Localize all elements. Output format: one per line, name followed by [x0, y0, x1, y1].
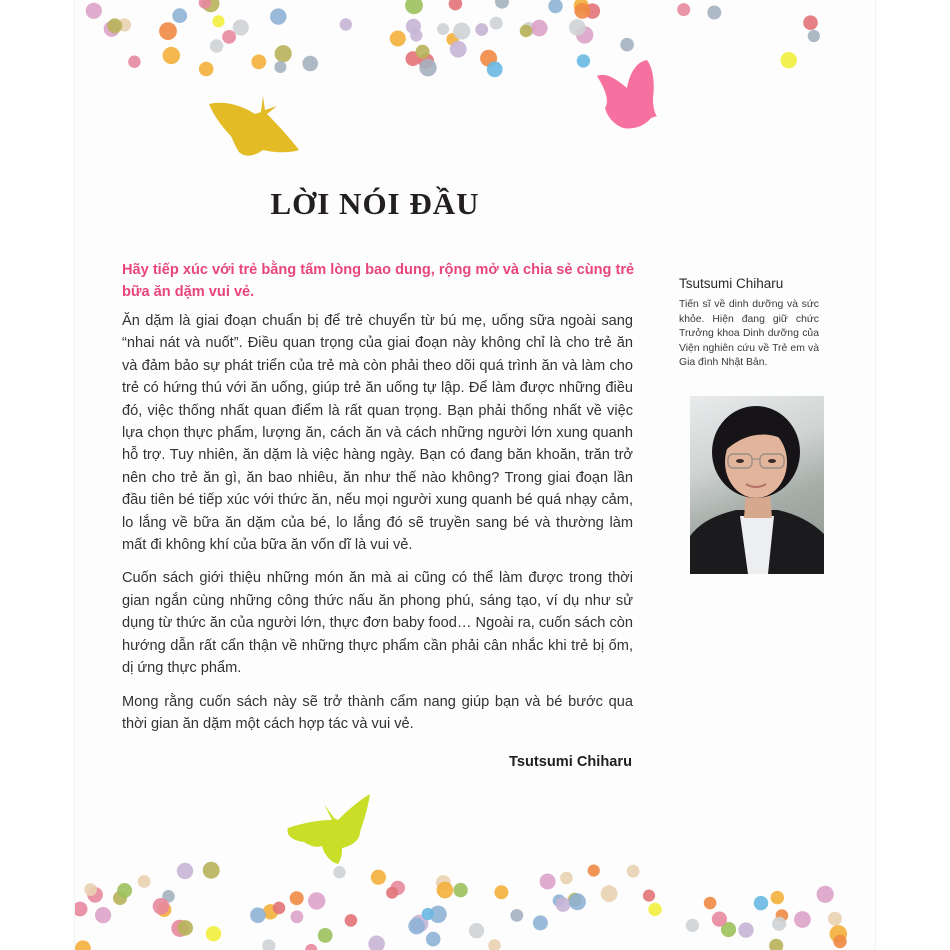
confetti-dot [233, 19, 249, 35]
confetti-dot [577, 54, 590, 67]
lime-butterfly-icon [280, 792, 375, 867]
confetti-dot [704, 897, 717, 910]
page-title: LỜI NÓI ĐẦU [270, 186, 480, 221]
lead-paragraph: Hãy tiếp xúc với trẻ bằng tấm lòng bao dung, rộng mở và chia sẻ cùng trẻ bữa ăn dặm vui vẻ. [122, 262, 635, 300]
confetti-dot [510, 909, 523, 922]
confetti-dot [574, 3, 590, 19]
confetti-dot [405, 0, 423, 14]
confetti-dot [686, 919, 699, 932]
body-paragraph: Mong rằng cuốn sách này sẽ trở thành cẩm nang giúp bạn và bé bước qua thời gian ăn dặm một cách hợp tác và vui vẻ. [122, 693, 633, 732]
confetti-dot [453, 883, 467, 897]
confetti-dot [450, 41, 467, 58]
confetti-dot [540, 874, 556, 890]
confetti-dot [273, 902, 286, 915]
confetti-dot [86, 3, 102, 19]
confetti-dot [199, 62, 214, 77]
confetti-dot [302, 56, 318, 72]
author-card [677, 276, 829, 371]
confetti-dot [172, 8, 187, 23]
confetti-dot [390, 31, 406, 47]
confetti-dot [643, 890, 655, 902]
confetti-dot [754, 896, 768, 910]
confetti-dot [318, 928, 333, 943]
confetti-dot [128, 56, 140, 68]
confetti-dot [601, 885, 618, 902]
book-page [75, 0, 875, 950]
confetti-dot [794, 911, 811, 928]
confetti-dot [437, 23, 449, 35]
confetti-dot [416, 45, 430, 59]
confetti-dot [262, 939, 275, 950]
confetti-dot [495, 0, 509, 9]
confetti-dot [250, 907, 266, 923]
confetti-dot [290, 891, 304, 905]
confetti-dot [419, 59, 436, 76]
pink-butterfly-icon [595, 58, 659, 132]
confetti-dot [494, 885, 508, 899]
confetti-dot [222, 30, 236, 44]
confetti-dot [107, 18, 122, 33]
portrait-illustration [690, 396, 824, 574]
confetti-dot [345, 914, 358, 927]
confetti-dot [808, 30, 820, 42]
confetti-dot [772, 917, 786, 931]
confetti-dot [817, 886, 834, 903]
confetti-dot [210, 39, 223, 52]
confetti-dot [677, 3, 690, 16]
confetti-dot [620, 38, 634, 52]
confetti-dot [588, 865, 600, 877]
yellow-butterfly-icon [205, 92, 305, 162]
confetti-dot [138, 875, 151, 888]
confetti-dot [75, 940, 91, 950]
body-text [122, 310, 633, 746]
confetti-dot [488, 939, 501, 950]
confetti-dot [274, 61, 286, 73]
confetti-dot [291, 910, 304, 923]
confetti-dot [163, 47, 180, 64]
confetti-dot [340, 18, 352, 30]
confetti-dot [177, 863, 193, 879]
confetti-dot [828, 912, 842, 926]
author-name: Tsutsumi Chiharu [679, 276, 784, 291]
confetti-dot [408, 918, 425, 935]
body-paragraph: Cuốn sách giới thiệu những món ăn mà ai cũng có thể làm được trong thời gian ngắn cùng những công thức nấu ăn phong phú, sáng tạo, ví dụ như sử dụng từ thức ăn của người lớn, thực đơn baby food… Ngoài ra, cuốn sách còn hướng dẫn rất cẩn thận về những thực phẩm cần phải cân nhắc khi trẻ bị ốm, dị ứng thực phẩm. [122, 570, 633, 677]
confetti-dot [75, 902, 88, 917]
confetti-dot [648, 903, 661, 916]
confetti-dot [275, 45, 292, 62]
body-paragraph: Ăn dặm là giai đoạn chuẩn bị để trẻ chuyển từ bú mẹ, uống sữa ngoài sang “nhai nát và nuốt”. Điều quan trọng của giai đoạn này không chỉ là cho trẻ ăn và đảm bảo sự phát triển của trẻ mà còn phải theo dõi quá trình ăn và làm cho trẻ có hứng thú với ăn uống, giúp trẻ ăn uống tự lập. Để làm được những điều đó, việc thống nhất quan điểm là rất quan trọng. Bạn phải thống nhất về việc lựa chọn thực phẩm, lượng ăn, cách ăn và cách những người lớn xung quanh hỗ trợ. Tuy nhiên, ăn dặm là việc hàng ngày. Bạn có đang băn khoăn, trăn trở nên cho trẻ ăn gì, ăn bao nhiêu, ăn như thế nào không? Trong giai đoạn lần đầu tiên bé tiếp xúc với thức ăn, nếu mọi người xung quanh bé quá nhạy cảm, lo lắng về bữa ăn dặm của bé, lo lắng đó sẽ truyền sang bé và thường làm mất đi không khí của bữa ăn vốn dĩ là vui vẻ. [122, 313, 633, 554]
author-bio: Tiến sĩ về dinh dưỡng và sức khỏe. Hiện đang giữ chức Trưởng khoa Dinh dưỡng của Viện nghiên cứu về Trẻ em và Gia đình Nhật Bản. [679, 299, 819, 369]
confetti-dot [487, 61, 503, 77]
confetti-dot [371, 870, 386, 885]
confetti-dot [449, 0, 463, 10]
confetti-dot [212, 15, 224, 27]
confetti-dot [453, 23, 470, 40]
confetti-dot [159, 22, 177, 40]
author-portrait-photo [690, 396, 824, 574]
confetti-dot [520, 25, 533, 38]
confetti-dot [333, 866, 345, 878]
confetti-dot [251, 55, 266, 70]
confetti-dot [308, 892, 325, 909]
confetti-dot [833, 935, 846, 948]
confetti-dot [437, 882, 454, 899]
confetti-dot [406, 19, 421, 34]
confetti-dot [803, 15, 818, 30]
confetti-dot [368, 936, 385, 950]
confetti-dot [627, 865, 640, 878]
confetti-dot [569, 19, 586, 36]
confetti-dot [270, 8, 286, 24]
confetti-dot [531, 20, 548, 37]
confetti-dot [426, 932, 441, 947]
confetti-dot [781, 52, 797, 68]
confetti-dot [117, 883, 132, 898]
confetti-dot [556, 897, 571, 912]
confetti-dot [548, 0, 562, 13]
confetti-dot [707, 6, 721, 20]
confetti-dot [569, 893, 586, 910]
confetti-dot [153, 898, 170, 915]
confetti-dot [712, 912, 727, 927]
confetti-dot [305, 944, 317, 950]
confetti-dot [386, 887, 398, 899]
confetti-dot [469, 923, 484, 938]
confetti-dot [533, 915, 548, 930]
confetti-dot [177, 920, 193, 936]
confetti-dot [84, 883, 97, 896]
confetti-dot [422, 908, 434, 920]
confetti-dot [206, 926, 221, 941]
confetti-dot [475, 23, 488, 36]
confetti-dot [490, 17, 503, 30]
confetti-dot [560, 872, 573, 885]
confetti-dot [769, 939, 783, 950]
confetti-dot [203, 862, 220, 879]
confetti-dot [95, 907, 111, 923]
confetti-dot [738, 922, 753, 937]
confetti-dot [771, 891, 784, 904]
author-signature: Tsutsumi Chiharu [509, 754, 632, 770]
